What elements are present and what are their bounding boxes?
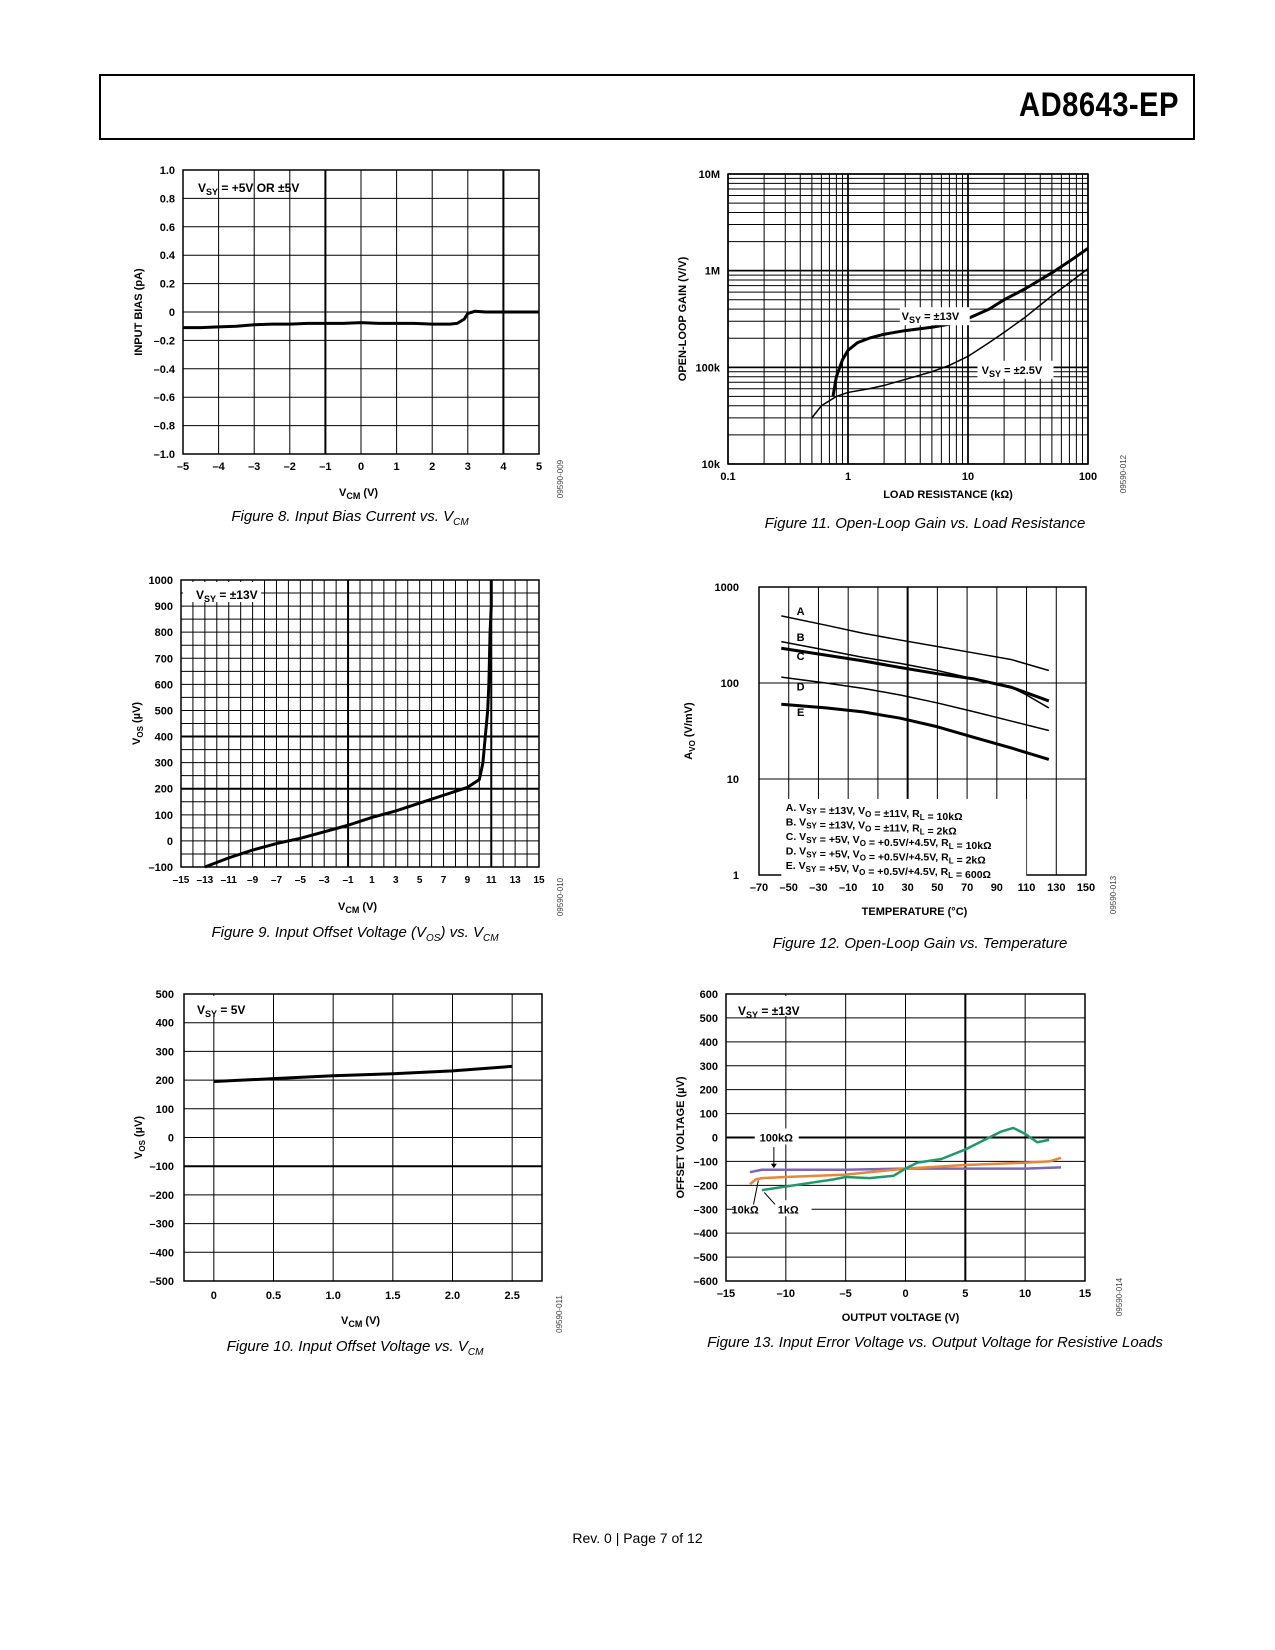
y-tick-label: 10M <box>698 169 720 181</box>
y-tick-label: –400 <box>149 1247 174 1260</box>
y-tick-label: 1.0 <box>159 165 175 177</box>
x-tick-label: 2 <box>429 461 436 473</box>
x-tick-label: 130 <box>1047 882 1066 894</box>
x-tick-label: –7 <box>270 875 283 886</box>
x-tick-label: 15 <box>1078 1288 1092 1300</box>
x-tick-label: 7 <box>440 875 447 886</box>
y-tick-label: 200 <box>155 1075 174 1088</box>
x-tick-label: –5 <box>294 875 306 886</box>
label-vsy-13v: $V_{SY} = \pm 13V$ <box>901 311 960 326</box>
y-tick-label: 0 <box>168 307 175 319</box>
x-axis-label: $V_{CM}$ (V) <box>341 1315 381 1329</box>
legend-entry: E. $V_{SY} = +5V$, $V_O = +0.5V/+4.5V$, $R_L = 600\Omega$ <box>785 859 991 881</box>
x-tick-label: –1 <box>342 875 354 886</box>
y-tick-label: 100 <box>154 809 173 822</box>
x-tick-label: 2.5 <box>504 1290 520 1302</box>
figure-10-chart <box>130 986 590 1336</box>
y-tick-label: 0.8 <box>159 193 175 206</box>
x-tick-label: –13 <box>196 875 214 886</box>
figure-9-chart <box>130 572 590 922</box>
x-tick-label: 150 <box>1076 882 1096 894</box>
x-tick-label: 5 <box>962 1288 969 1300</box>
figure-12-caption: Figure 12. Open-Loop Gain vs. Temperature <box>772 935 1068 952</box>
y-axis-label: OFFSET VOLTAGE (µV) <box>675 1076 687 1199</box>
supply-annotation: $V_{SY} = \pm 13V$ <box>738 1004 800 1020</box>
y-tick-label: –400 <box>693 1228 718 1241</box>
load-label-100k: 100kΩ <box>759 1132 793 1145</box>
y-tick-label: 300 <box>154 757 173 770</box>
y-tick-label: 1000 <box>148 575 173 587</box>
x-tick-label: –2 <box>283 461 296 473</box>
y-tick-label: 1000 <box>714 582 739 594</box>
y-tick-label: –100 <box>148 862 173 874</box>
x-tick-label: –11 <box>220 875 237 886</box>
x-tick-label: 3 <box>464 461 471 473</box>
figure-13-chart <box>670 986 1140 1331</box>
y-tick-label: 1M <box>704 265 720 278</box>
y-tick-label: –200 <box>149 1189 174 1202</box>
y-tick-label: 400 <box>699 1036 718 1049</box>
y-tick-label: 100 <box>720 678 739 690</box>
y-tick-label: 300 <box>699 1060 718 1073</box>
y-tick-label: 100 <box>699 1108 718 1121</box>
y-tick-label: –300 <box>693 1204 718 1217</box>
figure-11-caption: Figure 11. Open-Loop Gain vs. Load Resistance <box>764 515 1086 532</box>
x-tick-label: –50 <box>779 882 798 894</box>
x-tick-label: 0.5 <box>265 1290 282 1302</box>
curve-label-d: D <box>796 681 805 694</box>
x-tick-label: 50 <box>931 882 944 894</box>
y-axis-label: INPUT BIAS (pA) <box>133 268 145 356</box>
figure-8-chart <box>130 160 590 505</box>
curve-label-c: C <box>796 651 805 664</box>
chart-svg <box>130 572 590 922</box>
x-tick-label: 1 <box>393 461 400 473</box>
y-tick-label: –1.0 <box>153 449 175 461</box>
y-tick-label: –300 <box>149 1218 174 1231</box>
legend-entry: D. $V_{SY} = +5V$, $V_O = +0.5V/+4.5V$, $R_L = 2k\Omega$ <box>785 845 986 867</box>
x-tick-label: –15 <box>716 1288 736 1300</box>
x-tick-label: 1.0 <box>325 1290 341 1302</box>
header-box <box>99 74 1195 140</box>
x-tick-label: 1.5 <box>385 1290 401 1302</box>
y-axis-label: $V_{OS}$ (µV) <box>131 702 145 745</box>
x-axis-label: $V_{CM}$ (V) <box>339 487 379 501</box>
legend-entry: A. $V_{SY} = \pm 13V$, $V_O = \pm 11V$, $R_L = 10k\Omega$ <box>785 801 963 823</box>
chart-svg <box>670 580 1140 925</box>
document-title: AD8643-EP <box>1019 86 1179 124</box>
x-tick-label: 3 <box>393 875 399 886</box>
curve-label-e: E <box>796 706 805 719</box>
x-tick-label: 90 <box>990 882 1003 894</box>
y-tick-label: 100k <box>695 362 720 375</box>
x-axis-label: $V_{CM}$ (V) <box>338 901 378 915</box>
x-tick-label: 10 <box>1019 1288 1032 1300</box>
data-line-a <box>781 616 1049 671</box>
y-tick-label: 200 <box>699 1084 718 1097</box>
chart-svg <box>130 160 590 505</box>
figure-code: 09590-010 <box>556 877 565 917</box>
y-tick-label: 0.2 <box>159 278 175 291</box>
figure-code: 09590-012 <box>1119 454 1128 494</box>
x-tick-label: 100 <box>1078 471 1098 483</box>
x-tick-label: 4 <box>500 461 507 473</box>
y-tick-label: –0.8 <box>153 420 175 433</box>
x-tick-label: –10 <box>839 882 858 894</box>
y-tick-label: 300 <box>155 1046 174 1059</box>
figure-code: 09590-011 <box>555 1295 564 1333</box>
x-tick-label: 5 <box>416 875 423 886</box>
y-tick-label: 10 <box>726 774 739 786</box>
data-line-c <box>781 648 1049 701</box>
x-tick-label: –5 <box>839 1288 852 1300</box>
load-label-10k: 10kΩ <box>731 1204 759 1217</box>
y-tick-label: –100 <box>149 1161 174 1174</box>
legend-entry: B. $V_{SY} = \pm 13V$, $V_O = \pm 11V$, $R_L = 2k\Omega$ <box>785 816 957 838</box>
x-axis-label: LOAD RESISTANCE (kΩ) <box>883 489 1013 501</box>
y-tick-label: 400 <box>155 1017 174 1030</box>
load-label-1k: 1kΩ <box>777 1204 799 1217</box>
y-tick-label: 500 <box>154 705 173 718</box>
supply-annotation: $V_{SY} = +5V$ OR ±5V <box>198 181 300 197</box>
x-tick-label: 110 <box>1017 882 1036 894</box>
x-tick-label: 5 <box>535 461 543 473</box>
y-tick-label: 0.4 <box>159 250 175 263</box>
y-axis-label: $A_{VO}$ (V/mV) <box>683 702 697 760</box>
y-tick-label: 500 <box>699 1012 718 1025</box>
figure-10-caption: Figure 10. Input Offset Voltage vs. $V_{CM}$ <box>226 1338 484 1358</box>
x-tick-label: –30 <box>809 882 828 894</box>
y-tick-label: 500 <box>155 989 174 1001</box>
y-tick-label: 200 <box>154 783 173 796</box>
figure-12-chart <box>670 580 1140 925</box>
y-tick-label: 0 <box>166 835 173 848</box>
y-tick-label: 600 <box>154 679 173 692</box>
x-tick-label: –10 <box>776 1288 796 1300</box>
data-line <box>214 1066 512 1081</box>
y-tick-label: –600 <box>693 1276 718 1288</box>
y-tick-label: –500 <box>693 1252 718 1265</box>
page-footer: Rev. 0 | Page 7 of 12 <box>572 1530 703 1546</box>
x-tick-label: 1 <box>369 875 375 886</box>
curve-label-b: B <box>796 632 805 645</box>
figure-code: 09590-014 <box>1115 1277 1124 1317</box>
x-tick-label: 11 <box>485 875 497 886</box>
arrow-head <box>771 1164 777 1168</box>
x-tick-label: 0 <box>210 1290 217 1302</box>
figure-13-caption: Figure 13. Input Error Voltage vs. Output Voltage for Resistive Loads <box>707 1334 1163 1351</box>
x-tick-label: 15 <box>533 875 545 886</box>
y-tick-label: 600 <box>699 989 718 1001</box>
x-axis-label: TEMPERATURE (°C) <box>861 906 968 918</box>
x-axis-label: OUTPUT VOLTAGE (V) <box>841 1312 960 1324</box>
curve-label-a: A <box>796 606 805 619</box>
supply-annotation: $V_{SY} = \pm 13V$ <box>196 588 258 604</box>
y-tick-label: 0 <box>167 1132 174 1145</box>
y-tick-label: 10k <box>701 459 720 471</box>
y-axis-label: $V_{OS}$ (µV) <box>133 1116 147 1159</box>
data-line-e <box>781 704 1049 759</box>
x-tick-label: –3 <box>248 461 261 473</box>
x-tick-label: 10 <box>961 471 975 483</box>
x-tick-label: 0.1 <box>720 471 736 483</box>
x-tick-label: 10 <box>871 882 885 894</box>
legend-entry: C. $V_{SY} = +5V$, $V_O = +0.5V/+4.5V$, $R_L = 10k\Omega$ <box>785 830 992 852</box>
x-tick-label: 0 <box>357 461 365 473</box>
x-tick-label: –9 <box>247 875 259 886</box>
x-tick-label: 13 <box>509 875 521 886</box>
x-tick-label: 30 <box>901 882 914 894</box>
x-tick-label: 70 <box>960 882 974 894</box>
y-tick-label: 0.6 <box>159 221 175 234</box>
figure-code: 09590-009 <box>556 459 565 499</box>
y-tick-label: 400 <box>154 731 173 744</box>
y-tick-label: –500 <box>149 1276 174 1288</box>
figure-code: 09590-013 <box>1109 875 1118 915</box>
y-axis-label: OPEN-LOOP GAIN (V/V) <box>677 256 689 382</box>
data-line-vsy-2-5v <box>812 269 1088 418</box>
x-tick-label: 2.0 <box>444 1290 461 1302</box>
chart-svg <box>130 986 590 1336</box>
x-tick-label: –4 <box>212 461 225 473</box>
supply-annotation: $V_{SY} = 5V$ <box>197 1003 246 1019</box>
x-tick-label: –1 <box>319 461 332 473</box>
x-tick-label: –5 <box>176 461 190 473</box>
chart-svg <box>670 986 1140 1331</box>
x-tick-label: 1 <box>844 471 852 483</box>
x-tick-label: –3 <box>318 875 330 886</box>
y-tick-label: 0 <box>711 1132 718 1145</box>
figure-11-chart <box>670 162 1140 512</box>
y-tick-label: –0.4 <box>153 363 175 376</box>
label-vsy-2-5v: $V_{SY} = \pm 2.5V$ <box>981 364 1043 379</box>
y-tick-label: 700 <box>154 653 173 666</box>
y-tick-label: –0.2 <box>153 335 175 348</box>
y-tick-label: –200 <box>693 1180 718 1193</box>
y-tick-label: –100 <box>693 1156 718 1169</box>
y-tick-label: –0.6 <box>153 392 175 405</box>
x-tick-label: –15 <box>172 875 190 886</box>
y-tick-label: 1 <box>732 870 739 882</box>
figure-9-caption: Figure 9. Input Offset Voltage $(V_{OS})$ vs. $V_{CM}$ <box>211 924 499 944</box>
y-tick-label: 800 <box>154 627 173 640</box>
x-tick-label: 0 <box>902 1288 909 1300</box>
chart-svg <box>670 162 1140 512</box>
x-tick-label: –70 <box>749 882 769 894</box>
figure-8-caption: Figure 8. Input Bias Current vs. $V_{CM}$ <box>231 508 469 528</box>
y-tick-label: 100 <box>155 1103 174 1116</box>
y-tick-label: 900 <box>154 601 173 614</box>
x-tick-label: 9 <box>464 875 471 886</box>
